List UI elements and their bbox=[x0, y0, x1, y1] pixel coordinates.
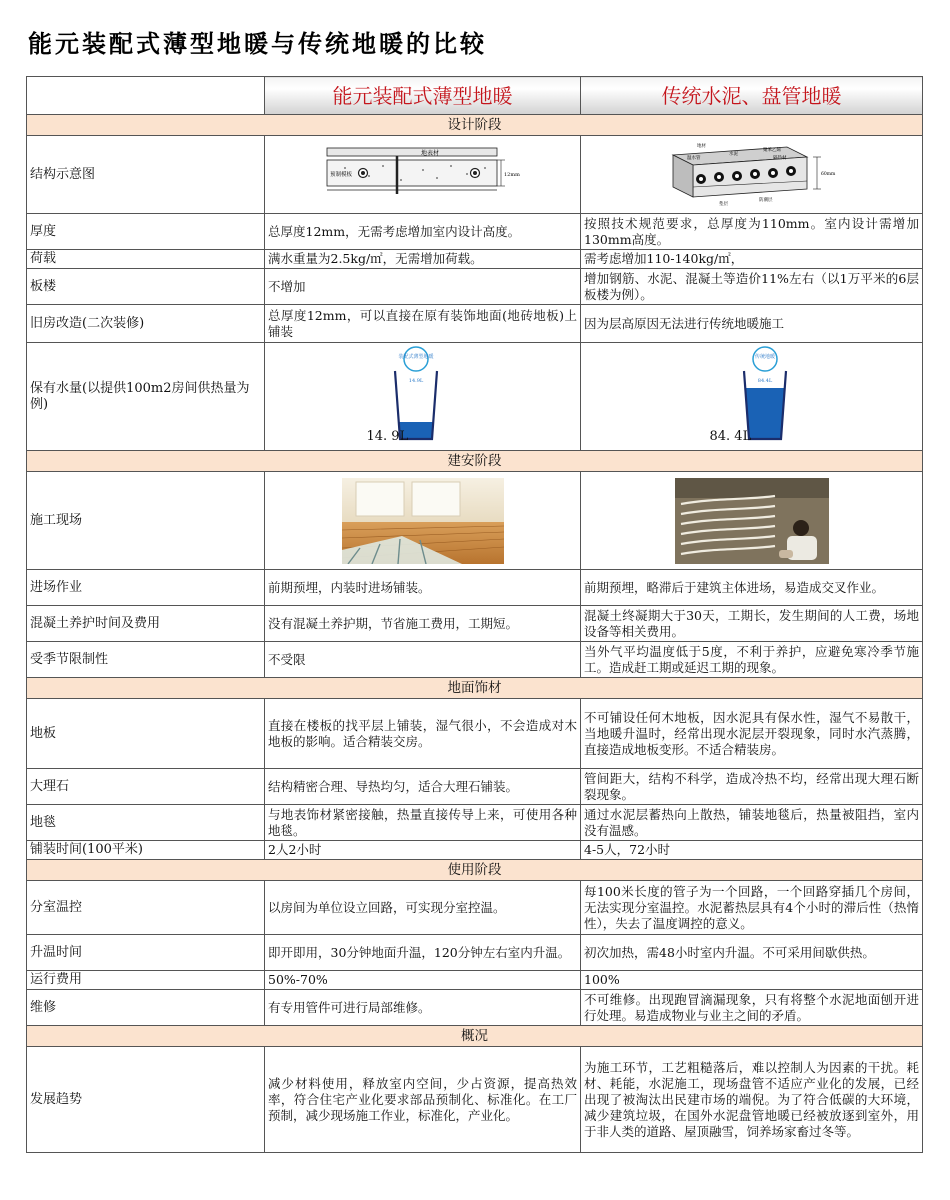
table-row-repair bbox=[27, 990, 923, 1026]
row-label-entry: 进场作业 bbox=[27, 570, 265, 606]
cell-cost-traditional: 100% bbox=[581, 971, 923, 990]
cell-zone-new: 以房间为单位设立回路，可实现分室控温。 bbox=[265, 881, 581, 935]
row-label-structure: 结构示意图 bbox=[27, 136, 265, 214]
diagram-label-panel: 预制模板 bbox=[329, 171, 352, 178]
section-row-install bbox=[27, 451, 923, 472]
cell-entry-traditional: 前期预埋，略滞后于建筑主体进场，易造成交叉作业。 bbox=[581, 570, 923, 606]
cell-season-new: 不受限 bbox=[265, 642, 581, 678]
row-label-load: 荷载 bbox=[27, 250, 265, 269]
cell-thickness-new: 总厚度12mm，无需考虑增加室内设计高度。 bbox=[265, 214, 581, 250]
row-label-carpet: 地毯 bbox=[27, 805, 265, 841]
diagram-label-floor: 地材 bbox=[696, 143, 706, 149]
cup-label-new: 装配式薄型地暖 bbox=[397, 353, 434, 360]
table-row-zone-control bbox=[27, 881, 923, 935]
diagram-label-polystyrene: 聚苯乙烯 bbox=[762, 147, 781, 153]
row-label-wood-floor: 地板 bbox=[27, 699, 265, 769]
table-row-season bbox=[27, 642, 923, 678]
cell-structure-new bbox=[265, 136, 581, 214]
section-title-design: 设计阶段 bbox=[27, 115, 923, 136]
structure-diagram-new bbox=[325, 146, 521, 204]
section-title-install: 建安阶段 bbox=[27, 451, 923, 472]
table-row-carpet bbox=[27, 805, 923, 841]
diagram-label-base: 垫层 bbox=[718, 201, 728, 207]
cup-mark-traditional: 84.4L bbox=[757, 377, 772, 384]
column-header-row bbox=[27, 77, 923, 115]
table-row-renovation bbox=[27, 305, 923, 343]
row-label-marble: 大理石 bbox=[27, 769, 265, 805]
cell-heatup-new: 即开即用，30分钟地面升温，120分钟左右室内升温。 bbox=[265, 935, 581, 971]
row-label-thickness: 厚度 bbox=[27, 214, 265, 250]
cell-laytime-new: 2人2小时 bbox=[265, 841, 581, 860]
diagram-label-dimension: 12mm bbox=[503, 171, 520, 178]
diagram-label-surface: 地表材 bbox=[420, 149, 439, 157]
row-label-trend: 发展趋势 bbox=[27, 1047, 265, 1153]
cup-label-traditional: 传统地暖 bbox=[754, 353, 775, 360]
water-cup-new bbox=[273, 345, 573, 449]
cell-carpet-new: 与地表饰材紧密接触，热量直接传导上来，可使用各种地毯。 bbox=[265, 805, 581, 841]
cell-wood-traditional: 不可铺设任何木地板，因水泥具有保水性，湿气不易散干，当地暖升温时，经常出现水泥层开裂现象，同时水汽蒸腾，直接造成地板变形。不适合精装房。 bbox=[581, 699, 923, 769]
section-row-design bbox=[27, 115, 923, 136]
table-row-wood-floor bbox=[27, 699, 923, 769]
cell-slab-new: 不增加 bbox=[265, 269, 581, 305]
row-label-season: 受季节限制性 bbox=[27, 642, 265, 678]
cell-wood-new: 直接在楼板的找平层上铺装，湿气很小，不会造成对木地板的影响。适合精装交房。 bbox=[265, 699, 581, 769]
cell-heatup-traditional: 初次加热，需48小时室内升温。不可采用间歇供热。 bbox=[581, 935, 923, 971]
row-label-heat-up: 升温时间 bbox=[27, 935, 265, 971]
cell-marble-traditional: 管间距大，结构不科学，造成冷热不均，经常出现大理石断裂现象。 bbox=[581, 769, 923, 805]
table-row-water-volume bbox=[27, 343, 923, 451]
cell-curing-new: 没有混凝土养护期，节省施工费用，工期短。 bbox=[265, 606, 581, 642]
cell-water-new bbox=[265, 343, 581, 451]
cell-cost-new: 50%-70% bbox=[265, 971, 581, 990]
cell-entry-new: 前期预埋，内装时进场铺装。 bbox=[265, 570, 581, 606]
cell-water-traditional bbox=[581, 343, 923, 451]
section-title-overview: 概况 bbox=[27, 1026, 923, 1047]
table-row-curing bbox=[27, 606, 923, 642]
table-row-entry bbox=[27, 570, 923, 606]
row-label-lay-time: 铺装时间(100平米) bbox=[27, 841, 265, 860]
diagram-label-height: 60mm bbox=[820, 171, 835, 177]
row-label-site: 施工现场 bbox=[27, 472, 265, 570]
cell-renovation-traditional: 因为层高原因无法进行传统地暖施工 bbox=[581, 305, 923, 343]
cell-trend-new: 减少材料使用，释放室内空间，少占资源，提高热效率，符合住宅产业化要求部品预制化、标准化。在工厂预制，减少现场施工作业，标准化，产业化。 bbox=[265, 1047, 581, 1153]
water-value-new: 14. 9L bbox=[366, 428, 409, 444]
table-row-lay-time bbox=[27, 841, 923, 860]
cell-marble-new: 结构精密合理、导热均匀，适合大理石铺装。 bbox=[265, 769, 581, 805]
row-label-curing: 混凝土养护时间及费用 bbox=[27, 606, 265, 642]
column-header-traditional-system: 传统水泥、盘管地暖 bbox=[581, 77, 923, 115]
cell-repair-traditional: 不可维修。出现跑冒滴漏现象，只有将整个水泥地面刨开进行处理。易造成物业与业主之间的矛盾。 bbox=[581, 990, 923, 1026]
cell-repair-new: 有专用管件可进行局部维修。 bbox=[265, 990, 581, 1026]
row-label-slab: 板楼 bbox=[27, 269, 265, 305]
row-label-renovation: 旧房改造(二次装修) bbox=[27, 305, 265, 343]
cup-mark-new: 14.9L bbox=[408, 377, 423, 384]
cell-site-traditional bbox=[581, 472, 923, 570]
cell-structure-traditional bbox=[581, 136, 923, 214]
cell-slab-traditional: 增加钢筋、水泥、混凝土等造价11%左右（以1万平米的6层板楼为例）。 bbox=[581, 269, 923, 305]
table-row-slab bbox=[27, 269, 923, 305]
cell-site-new bbox=[265, 472, 581, 570]
cell-curing-traditional: 混凝土终凝期大于30天，工期长，发生期间的人工费，场地设备等相关费用。 bbox=[581, 606, 923, 642]
row-label-running-cost: 运行费用 bbox=[27, 971, 265, 990]
water-cup-traditional bbox=[602, 345, 902, 449]
header-corner-cell bbox=[27, 77, 265, 115]
table-row-load bbox=[27, 250, 923, 269]
row-label-repair: 维修 bbox=[27, 990, 265, 1026]
table-row-trend bbox=[27, 1047, 923, 1153]
cell-trend-traditional: 为施工环节，工艺粗糙落后，难以控制人为因素的干扰。耗材、耗能，水泥施工，现场盘管不适应产业化的发展，已经出现了被淘汰出民建市场的端倪。为了符合低碳的大环境，减少建筑垃圾，在国外水泥盘管地暖已经被放逐到室外，用于非人类的道路、屋顶融雪，饲养场家畜过冬等。 bbox=[581, 1047, 923, 1153]
cell-renovation-new: 总厚度12mm，可以直接在原有装饰地面(地砖地板)上铺装 bbox=[265, 305, 581, 343]
water-value-traditional: 84. 4L bbox=[709, 428, 752, 444]
section-row-floor bbox=[27, 678, 923, 699]
cell-laytime-traditional: 4-5人，72小时 bbox=[581, 841, 923, 860]
cell-thickness-traditional: 按照技术规范要求，总厚度为110mm。室内设计需增加130mm高度。 bbox=[581, 214, 923, 250]
table-row-structure bbox=[27, 136, 923, 214]
table-row-running-cost bbox=[27, 971, 923, 990]
section-row-use bbox=[27, 860, 923, 881]
diagram-label-pipe: 温水管 bbox=[686, 155, 700, 161]
row-label-water-volume: 保有水量(以提供100m2房间供热量为例) bbox=[27, 343, 265, 451]
column-header-new-system: 能元装配式薄型地暖 bbox=[265, 77, 581, 115]
section-row-overview bbox=[27, 1026, 923, 1047]
diagram-label-cement: 水泥 bbox=[728, 151, 738, 157]
table-row-thickness bbox=[27, 214, 923, 250]
table-row-marble bbox=[27, 769, 923, 805]
cell-load-traditional: 需考虑增加110-140kg/㎡， bbox=[581, 250, 923, 269]
site-photo-new bbox=[342, 478, 504, 564]
cell-carpet-traditional: 通过水泥层蓄热向上散热，铺装地毯后，热量被阻挡，室内没有温感。 bbox=[581, 805, 923, 841]
comparison-table bbox=[26, 76, 923, 1153]
section-title-use: 使用阶段 bbox=[27, 860, 923, 881]
diagram-label-insulation: 隔热材 bbox=[772, 155, 786, 161]
cell-zone-traditional: 每100米长度的管子为一个回路，一个回路穿插几个房间，无法实现分室温控。水泥蓄热层具有4个小时的滞后性（热惰性），失去了温度调控的意义。 bbox=[581, 881, 923, 935]
cell-season-traditional: 当外气平均温度低于5度，不利于养护，应避免寒冷季节施工。造成赶工期或延迟工期的现象。 bbox=[581, 642, 923, 678]
table-row-site bbox=[27, 472, 923, 570]
table-row-heat-up bbox=[27, 935, 923, 971]
section-title-floor: 地面饰材 bbox=[27, 678, 923, 699]
site-photo-traditional bbox=[675, 478, 829, 564]
structure-diagram-traditional bbox=[667, 143, 837, 207]
diagram-label-moisture: 防潮层 bbox=[758, 197, 772, 203]
row-label-zone-control: 分室温控 bbox=[27, 881, 265, 935]
cell-load-new: 满水重量为2.5kg/㎡，无需增加荷载。 bbox=[265, 250, 581, 269]
page-title: 能元装配式薄型地暖与传统地暖的比较 bbox=[28, 30, 487, 58]
